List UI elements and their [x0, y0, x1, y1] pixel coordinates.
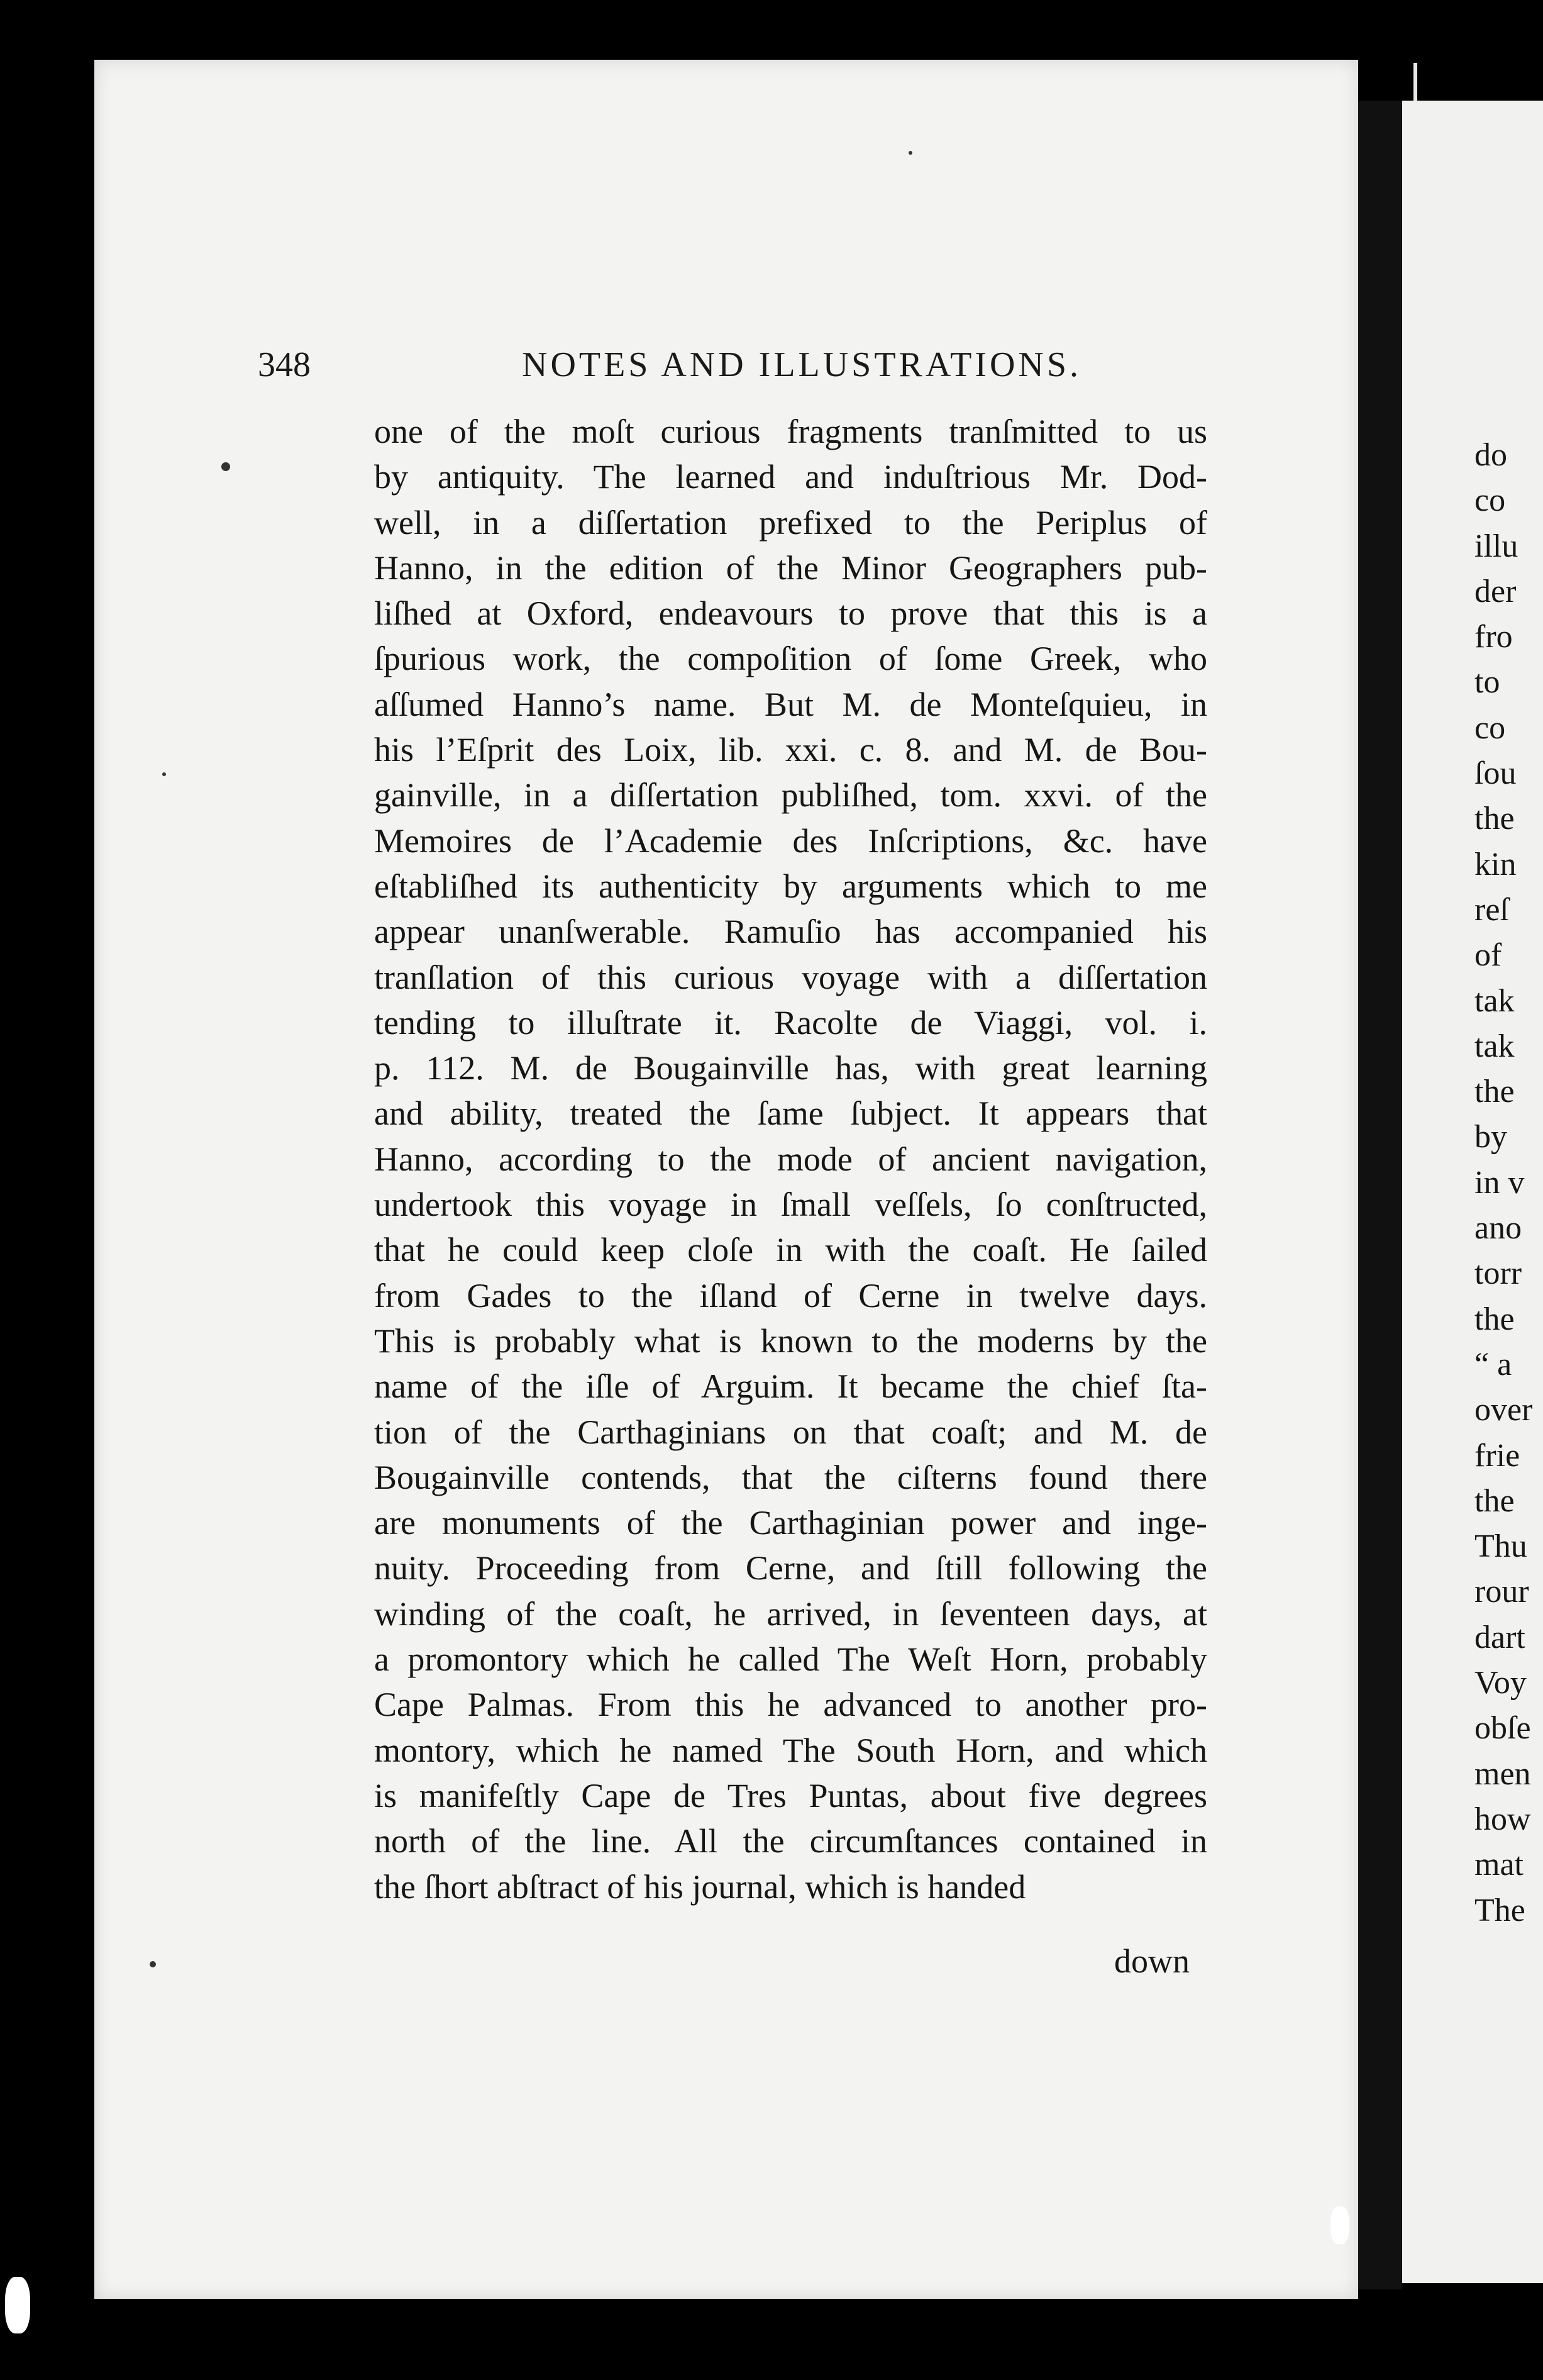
- facing-page-line: fro: [1474, 619, 1513, 655]
- body-line: appear unanſwerable. Ramuſio has accompanied his: [374, 913, 1207, 951]
- body-line: gainville, in a diſſertation publiſhed, tom. xxvi. of the: [374, 776, 1207, 815]
- facing-page-text: [1474, 433, 1532, 1933]
- body-line: that he could keep cloſe in with the coaſt. He ſailed: [374, 1231, 1207, 1269]
- facing-page-line: Thu: [1474, 1528, 1527, 1565]
- facing-page-line: kin: [1474, 846, 1517, 882]
- body-line: tion of the Carthaginians on that coaſt; and M. de: [374, 1413, 1207, 1451]
- facing-page-line: “ a: [1474, 1346, 1512, 1382]
- facing-page-line: tak: [1474, 1028, 1515, 1064]
- edge-smudge: [1330, 2206, 1349, 2244]
- ink-speck: [162, 772, 166, 776]
- running-head-title: NOTES AND ILLUSTRATIONS.: [522, 345, 1081, 384]
- ink-speck: [221, 462, 230, 471]
- body-line: Hanno, in the edition of the Minor Geographers pub-: [374, 548, 1207, 587]
- body-line: ſpurious work, the compoſition of ſome Greek, who: [374, 640, 1207, 678]
- facing-page-line: co: [1474, 482, 1506, 519]
- facing-page-line: how: [1474, 1801, 1531, 1837]
- body-line: This is probably what is known to the moderns by the: [374, 1321, 1207, 1360]
- body-line: a promontory which he called The Weſt Horn, probably: [374, 1640, 1207, 1679]
- facing-page-line: the: [1474, 1482, 1515, 1519]
- body-line: from Gades to the iſland of Cerne in twelve days.: [374, 1276, 1207, 1315]
- facing-page-line: rour: [1474, 1574, 1529, 1610]
- facing-page-line: dart: [1474, 1619, 1525, 1655]
- facing-page-line: co: [1474, 709, 1506, 746]
- facing-page-line: torr: [1474, 1255, 1522, 1292]
- body-line: liſhed at Oxford, endeavours to prove that this is a: [374, 594, 1207, 633]
- body-line: is manifeſtly Cape de Tres Puntas, about five degrees: [374, 1776, 1207, 1815]
- ink-speck: [909, 151, 912, 155]
- facing-page-line: mat: [1474, 1847, 1524, 1883]
- ink-speck: [150, 1961, 156, 1967]
- facing-page-line: frie: [1474, 1437, 1520, 1474]
- facing-page-line: in v: [1474, 1164, 1525, 1201]
- body-line: well, in a diſſertation prefixed to the Periplus of: [374, 503, 1207, 542]
- body-line: by antiquity. The learned and induſtrious Mr. Dod-: [374, 458, 1207, 496]
- page-number: 348: [258, 345, 311, 384]
- body-line: tending to illuſtrate it. Racolte de Viaggi, vol. i.: [374, 1003, 1207, 1042]
- running-head: [258, 343, 1411, 387]
- facing-page-line: the: [1474, 801, 1515, 837]
- facing-page-line: to: [1474, 664, 1500, 701]
- body-line: nuity. Proceeding from Cerne, and ſtill following the: [374, 1549, 1207, 1588]
- body-line: and ability, treated the ſame ſubject. It appears that: [374, 1094, 1207, 1133]
- body-line: eſtabliſhed its authenticity by arguments which to me: [374, 867, 1207, 905]
- body-line: Bougainville contends, that the ciſterns found there: [374, 1458, 1207, 1496]
- body-line: his l’Eſprit des Loix, lib. xxi. c. 8. and M. de Bou-: [374, 731, 1207, 769]
- book-gutter: [1358, 101, 1402, 2289]
- facing-page-line: tak: [1474, 982, 1515, 1019]
- facing-page-line: of: [1474, 937, 1502, 974]
- facing-page-line: men: [1474, 1755, 1531, 1792]
- facing-page-line: der: [1474, 573, 1517, 609]
- facing-page-line: the: [1474, 1074, 1515, 1110]
- body-line: Cape Palmas. From this he advanced to another pro-: [374, 1686, 1207, 1724]
- catchword: down: [1114, 1942, 1190, 1980]
- edge-smudge: [5, 2277, 30, 2333]
- facing-page-line: do: [1474, 437, 1507, 473]
- body-line: undertook this voyage in ſmall veſſels, ſo conſtructed,: [374, 1186, 1207, 1224]
- body-text: [374, 409, 1207, 1910]
- facing-page-line: The: [1474, 1892, 1525, 1928]
- facing-page-line: Voy: [1474, 1665, 1527, 1701]
- facing-page-line: ſou: [1474, 755, 1517, 792]
- facing-page-line: ano: [1474, 1210, 1522, 1247]
- body-line: tranſlation of this curious voyage with a diſſertation: [374, 958, 1207, 996]
- page-edge-mark: [1413, 63, 1417, 101]
- facing-page-line: the: [1474, 1301, 1515, 1337]
- body-line: name of the iſle of Arguim. It became the chief ſta-: [374, 1367, 1207, 1406]
- body-line: are monuments of the Carthaginian power and inge-: [374, 1504, 1207, 1542]
- body-line: p. 112. M. de Bougainville has, with great learning: [374, 1049, 1207, 1087]
- facing-page-line: reſ: [1474, 891, 1509, 928]
- facing-page-line: obſe: [1474, 1710, 1531, 1747]
- facing-page-line: over: [1474, 1392, 1533, 1428]
- facing-page-line: illu: [1474, 528, 1518, 564]
- body-line: the ſhort abſtract of his journal, which is handed: [374, 1867, 1026, 1906]
- body-line: one of the moſt curious fragments tranſmitted to us: [374, 413, 1207, 450]
- facing-page-line: by: [1474, 1119, 1507, 1155]
- body-line: montory, which he named The South Horn, and which: [374, 1731, 1207, 1769]
- body-line: aſſumed Hanno’s name. But M. de Monteſquieu, in: [374, 685, 1207, 723]
- body-line: Hanno, according to the mode of ancient navigation,: [374, 1140, 1207, 1178]
- body-line: winding of the coaſt, he arrived, in ſeventeen days, at: [374, 1594, 1207, 1633]
- body-line: north of the line. All the circumſtances contained in: [374, 1822, 1207, 1860]
- body-line: Memoires de l’Academie des Inſcriptions, &c. have: [374, 821, 1207, 860]
